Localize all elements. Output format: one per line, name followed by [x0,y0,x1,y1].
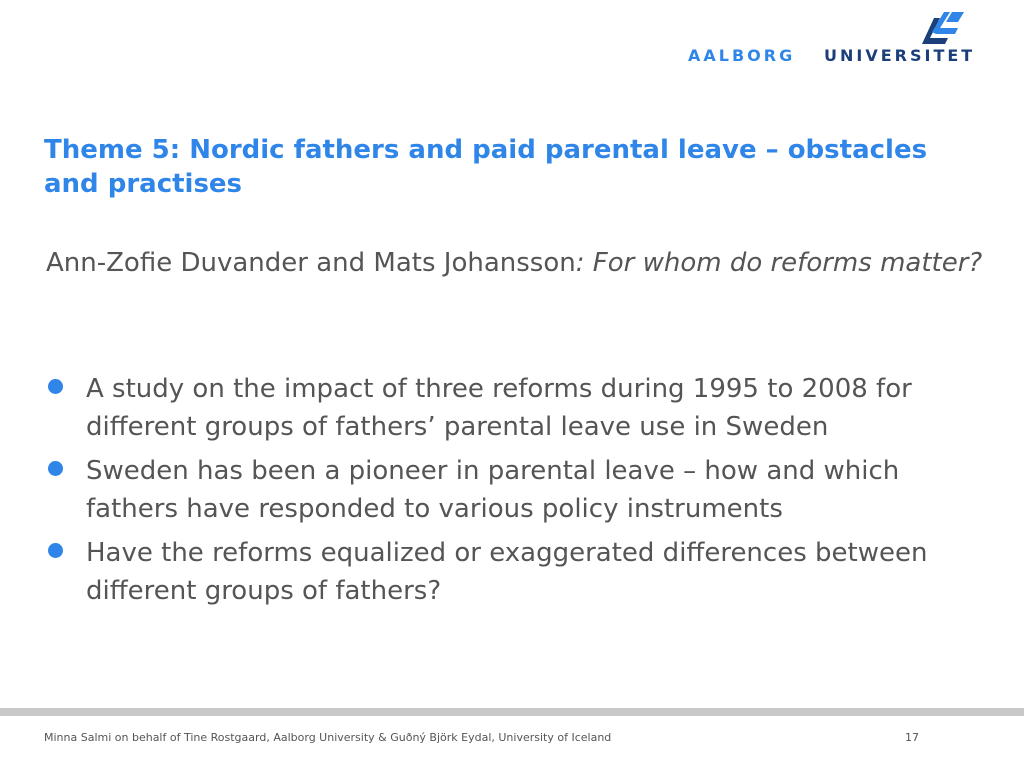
logo-word-aalborg: AALBORG [688,46,796,65]
list-item [44,370,994,446]
subtitle-authors: Ann-Zofie Duvander and Mats Johansson [46,248,576,278]
bullet-text: Have the reforms equalized or exaggerated differences between different groups of fathers? [86,538,928,606]
page-number: 17 [905,731,919,744]
bullet-dot-icon [48,379,63,394]
bullet-text: Sweden has been a pioneer in parental leave – how and which fathers have responded to various policy instruments [86,456,900,524]
list-item [44,452,994,528]
slide-subtitle [46,244,986,282]
list-item [44,534,994,610]
footer-divider [0,708,1024,716]
bullet-list [44,370,994,616]
bullet-dot-icon [48,543,63,558]
bullet-dot-icon [48,461,63,476]
footer-text: Minna Salmi on behalf of Tine Rostgaard, Aalborg University & Guðný Björk Eydal, University of Iceland [44,731,612,744]
bullet-text: A study on the impact of three reforms during 1995 to 2008 for different groups of fathers’ parental leave use in Sweden [86,374,912,442]
aalborg-university-logo [686,10,1006,70]
logo-word-universitet: UNIVERSITET [824,46,976,65]
slide-title: Theme 5: Nordic fathers and paid parental leave – obstacles and practises [44,135,928,199]
aalborg-university-mark-icon [918,10,966,46]
subtitle-work-title: : For whom do reforms matter? [575,248,983,278]
